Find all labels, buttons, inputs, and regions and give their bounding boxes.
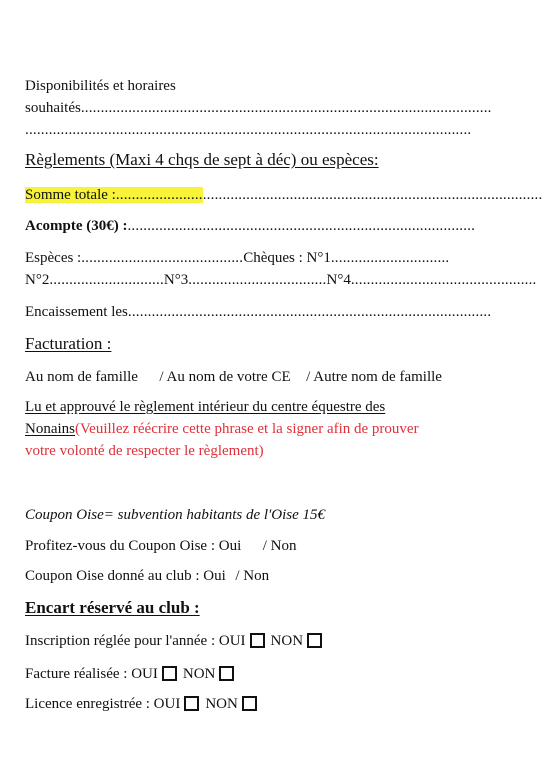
coupon-donne-non[interactable]: / Non — [235, 568, 270, 584]
inscription-non-checkbox[interactable] — [307, 633, 322, 648]
licence-row — [25, 695, 263, 713]
licence-non-checkbox[interactable] — [242, 696, 257, 711]
facturation-option-ce[interactable]: / Au nom de votre CE — [159, 369, 291, 385]
licence-oui-checkbox[interactable] — [184, 696, 199, 711]
cheques-row — [25, 271, 537, 289]
inscription-label: Inscription réglée pour l'année : OUI — [25, 633, 246, 649]
cheque-4-label: N°4 — [326, 272, 351, 288]
especes-label: Espèces : — [25, 250, 82, 266]
coupon-profitez-oui[interactable]: Profitez-vous du Coupon Oise : Oui — [25, 538, 242, 554]
somme-totale-label: Somme totale : — [25, 187, 116, 203]
facturation-title: Facturation : — [25, 334, 112, 353]
inscription-non-label: NON — [270, 633, 304, 649]
cheque-4-dots[interactable]: ............................................... — [350, 272, 537, 288]
encart-title: Encart réservé au club : — [25, 598, 200, 617]
reglement-interieur-line-2 — [25, 420, 419, 438]
facturation-option-autre[interactable]: / Autre nom de famille — [306, 369, 442, 385]
dispo-row-2 — [25, 99, 492, 117]
especes-dots[interactable]: ......................................... — [81, 250, 244, 266]
dispo-dots-2[interactable]: ........................................................................................................ — [80, 100, 492, 116]
dispo-label-1: Disponibilités et horaires — [25, 78, 176, 94]
reglement-interieur-line-1: Lu et approuvé le règlement intérieur du centre équestre des — [25, 399, 386, 415]
somme-totale-row — [25, 186, 542, 204]
encaissement-row — [25, 303, 491, 321]
encaissement-label: Encaissement les — [25, 304, 128, 320]
facture-non-checkbox[interactable] — [219, 666, 234, 681]
coupon-donne-oui[interactable]: Coupon Oise donné au club : Oui — [25, 568, 226, 584]
inscription-oui-checkbox[interactable] — [250, 633, 265, 648]
inscription-row — [25, 632, 328, 650]
cheque-1-dots[interactable]: .............................. — [330, 250, 450, 266]
acompte-label: Acompte (30€) : — [25, 218, 128, 234]
dispo-label-2: souhaités — [25, 100, 81, 116]
facture-label: Facture réalisée : OUI — [25, 666, 158, 682]
encaissement-dots[interactable]: ............................................................................................ — [127, 304, 492, 320]
facture-oui-checkbox[interactable] — [162, 666, 177, 681]
cheque-3-dots[interactable]: ................................... — [188, 272, 327, 288]
coupon-donne-row — [25, 567, 269, 585]
licence-non-label: NON — [205, 696, 238, 712]
reglement-interieur-instruction-1: (Veuillez réécrire cette phrase et la signer afin de prouver — [75, 421, 419, 437]
coupon-profitez-row — [25, 537, 296, 555]
coupon-profitez-non[interactable]: / Non — [262, 538, 297, 554]
somme-totale-dots[interactable]: ...................................................................................... — [202, 187, 543, 203]
dispo-dots-3[interactable]: ................................................................................................................. — [25, 122, 472, 138]
somme-totale-highlight — [25, 187, 203, 203]
reglement-interieur-instruction-2: votre volonté de respecter le règlement) — [25, 443, 264, 459]
reglement-interieur-nonains: Nonains — [25, 421, 75, 437]
cheques-label: Chèques : N°1 — [243, 250, 331, 266]
facturation-options — [25, 368, 442, 386]
reglements-title: Règlements (Maxi 4 chqs de sept à déc) ou espèces: — [25, 150, 379, 169]
somme-totale-dots-highlight[interactable]: ...................... — [115, 187, 203, 203]
coupon-oise-title: Coupon Oise= subvention habitants de l'Oise 15€ — [25, 507, 325, 523]
cheque-2-label: N°2 — [25, 272, 50, 288]
facture-non-label: NON — [182, 666, 216, 682]
acompte-dots[interactable]: ........................................................................................ — [127, 218, 476, 234]
cheque-2-dots[interactable]: ............................. — [49, 272, 164, 288]
especes-row — [25, 249, 449, 267]
facture-row — [25, 665, 240, 683]
licence-label: Licence enregistrée : OUI — [25, 696, 181, 712]
facturation-option-famille[interactable]: Au nom de famille — [25, 369, 138, 385]
acompte-row — [25, 217, 475, 235]
cheque-3-label: N°3 — [163, 272, 189, 288]
